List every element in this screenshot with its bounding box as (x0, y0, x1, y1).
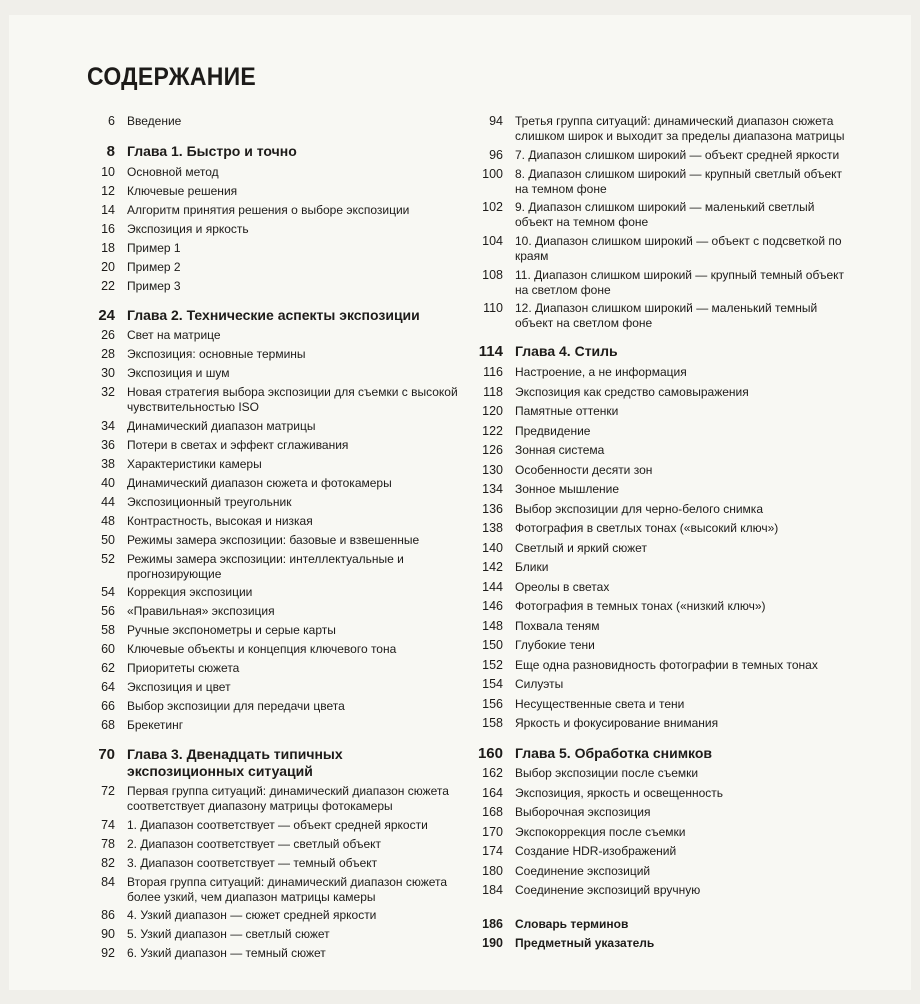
toc-chapter (78, 142, 458, 165)
toc-entry (78, 514, 458, 533)
toc-entry-title: Особенности десяти зон (515, 463, 653, 477)
toc-entry-title: Настроение, а не информация (515, 365, 687, 379)
toc-entry-title: 10. Диапазон слишком широкий — объект с подсветкой по краям (515, 234, 842, 263)
toc-page-number: 62 (101, 661, 115, 675)
toc-page-number: 120 (482, 404, 503, 418)
toc-entry-title: Силуэты (515, 677, 564, 691)
toc-page-number: 38 (101, 457, 115, 471)
toc-entry-title: Новая стратегия выбора экспозиции для съемки с высокой чувствительностью ISO (127, 385, 458, 414)
toc-entry-title: Динамический диапазон сюжета и фотокамеры (127, 476, 392, 490)
toc-page-number: 108 (482, 268, 503, 282)
toc-entry-title: Пример 3 (127, 279, 181, 293)
toc-entry-title: Режимы замера экспозиции: интеллектуальные и прогнозирующие (127, 552, 404, 581)
toc-page-number: 126 (482, 443, 503, 457)
toc-page-number: 186 (482, 917, 503, 931)
toc-entry-title: Вторая группа ситуаций: динамический диапазон сюжета более узкий, чем диапазон матрицы камеры (127, 875, 448, 904)
toc-entry-title: Третья группа ситуаций: динамический диапазон сюжета слишком широк и выходит за пределы диапазона матрицы (515, 114, 845, 143)
toc-page-number: 92 (101, 946, 115, 960)
toc-page-number: 30 (101, 366, 115, 380)
toc-entry-title: Глубокие тени (515, 638, 595, 652)
toc-page-number: 10 (101, 165, 115, 179)
toc-entry-title: Потери в светах и эффект сглаживания (127, 438, 349, 452)
toc-entry (466, 502, 846, 521)
toc-entry (78, 438, 458, 457)
toc-entry-title: Основной метод (127, 165, 219, 179)
toc-entry-title: Коррекция экспозиции (127, 585, 253, 599)
toc-entry (78, 279, 458, 298)
toc-page-number: 114 (478, 343, 503, 360)
toc-chapter (466, 744, 846, 766)
toc-entry-title: Глава 4. Стиль (515, 343, 618, 359)
toc-entry (78, 419, 458, 438)
toc-page-number: 180 (482, 864, 503, 878)
toc-entry (78, 784, 458, 818)
toc-page-number: 12 (101, 184, 115, 198)
toc-page-number: 96 (489, 148, 503, 162)
toc-entry (78, 927, 458, 946)
toc-page-number: 34 (101, 419, 115, 433)
toc-entry-title: Ключевые объекты и концепция ключевого тона (127, 642, 397, 656)
toc-entry (78, 623, 458, 642)
toc-page-number: 84 (101, 875, 115, 889)
toc-entry (78, 222, 458, 241)
toc-entry (78, 718, 458, 737)
toc-entry (466, 463, 846, 482)
toc-page-number: 82 (101, 856, 115, 870)
toc-chapter (466, 342, 846, 365)
toc-page-number: 58 (101, 623, 115, 637)
toc-entry-title: Глава 5. Обработка снимков (515, 745, 713, 761)
toc-entry-title: Характеристики камеры (127, 457, 262, 471)
toc-page-number: 90 (101, 927, 115, 941)
toc-entry (466, 114, 846, 148)
toc-entry-title: Предвидение (515, 424, 591, 438)
toc-page-number: 54 (101, 585, 115, 599)
toc-entry-title: Словарь терминов (515, 917, 629, 931)
toc-entry-title: 8. Диапазон слишком широкий — крупный светлый объект на темном фоне (515, 167, 843, 196)
toc-entry (466, 424, 846, 443)
toc-entry (78, 552, 458, 585)
toc-entry (466, 560, 846, 580)
toc-entry (78, 818, 458, 837)
toc-page-number: 86 (101, 908, 115, 922)
toc-entry (78, 642, 458, 661)
toc-page-number: 148 (482, 619, 503, 633)
toc-page-number: 50 (101, 533, 115, 547)
toc-left-column (78, 114, 458, 965)
toc-entry (78, 347, 458, 366)
toc-page-number: 26 (101, 328, 115, 342)
toc-entry-title: Алгоритм принятия решения о выборе экспозиции (127, 203, 410, 217)
toc-entry (78, 260, 458, 279)
toc-page-number: 116 (483, 365, 503, 379)
toc-entry-title: Выбор экспозиции для черно-белого снимка (515, 502, 763, 516)
toc-entry (466, 541, 846, 560)
toc-page-number: 140 (482, 541, 503, 555)
toc-page-number: 16 (101, 222, 115, 236)
toc-page-number: 36 (101, 438, 115, 452)
toc-entry-title: 3. Диапазон соответствует — темный объект (127, 856, 378, 870)
toc-entry (78, 165, 458, 184)
toc-entry (78, 837, 458, 856)
toc-page-number: 40 (101, 476, 115, 490)
toc-entry-title: Глава 1. Быстро и точно (127, 143, 297, 159)
toc-entry (466, 638, 846, 658)
toc-entry (78, 457, 458, 476)
toc-page-number: 142 (482, 560, 503, 574)
toc-page-number: 20 (101, 260, 115, 274)
toc-page-number: 44 (101, 495, 115, 509)
toc-chapter (78, 306, 458, 328)
toc-entry-title: Брекетинг (127, 718, 184, 732)
toc-page-number: 64 (101, 680, 115, 694)
toc-page-number: 146 (482, 599, 503, 613)
toc-entry-title: Глава 2. Технические аспекты экспозиции (127, 307, 420, 323)
toc-entry (466, 200, 846, 234)
toc-page-number: 170 (482, 825, 503, 839)
toc-entry-title: Первая группа ситуаций: динамический диапазон сюжета соответствует диапазону матрицы фотокамеры (127, 784, 449, 813)
toc-page-number: 160 (477, 745, 503, 762)
toc-entry (466, 766, 846, 786)
toc-entry-title: Экспокоррекция после съемки (515, 825, 686, 839)
toc-entry (78, 366, 458, 385)
toc-page-number: 174 (482, 844, 503, 858)
toc-entry (466, 268, 846, 301)
toc-entry-title: Экспозиция и цвет (127, 680, 231, 694)
toc-page-number: 168 (482, 805, 503, 819)
toc-page-number: 104 (482, 234, 503, 248)
toc-page-number: 154 (482, 677, 503, 691)
toc-entry-title: Ореолы в светах (515, 580, 610, 594)
toc-entry-title: Ручные экспонометры и серые карты (127, 623, 336, 637)
toc-entry-title: Соединение экспозиций (515, 864, 651, 878)
toc-entry-title: Зонная система (515, 443, 605, 457)
toc-page-number: 56 (101, 604, 115, 618)
toc-entry (78, 680, 458, 699)
toc-page-number: 158 (482, 716, 503, 730)
toc-entry (466, 864, 846, 883)
toc-page-number: 22 (101, 279, 115, 293)
toc-entry (78, 604, 458, 623)
toc-page-number: 134 (482, 482, 503, 496)
toc-entry (78, 241, 458, 260)
toc-entry-title: Выборочная экспозиция (515, 805, 651, 819)
toc-entry (78, 699, 458, 718)
toc-entry-title: Еще одна разновидность фотографии в темных тонах (515, 658, 818, 672)
toc-entry (78, 114, 458, 134)
toc-page-number: 152 (482, 658, 503, 672)
toc-entry (466, 385, 846, 404)
toc-entry-title: 11. Диапазон слишком широкий — крупный темный объект на светлом фоне (515, 268, 844, 297)
toc-entry (466, 805, 846, 825)
toc-page-number: 118 (483, 385, 503, 399)
toc-page-number: 14 (101, 203, 115, 217)
toc-page-number: 94 (489, 114, 503, 128)
toc-entry-title: Динамический диапазон матрицы (127, 419, 316, 433)
toc-entry (466, 301, 846, 334)
toc-entry (78, 946, 458, 965)
toc-page-number: 70 (98, 746, 115, 763)
toc-page-number: 8 (106, 143, 115, 160)
toc-entry (466, 404, 846, 424)
toc-entry-title: Глава 3. Двенадцать типичных экспозиционных ситуаций (127, 746, 343, 779)
toc-entry-title: 6. Узкий диапазон — темный сюжет (127, 946, 326, 960)
toc-entry (466, 697, 846, 716)
toc-entry (78, 203, 458, 222)
toc-entry (78, 661, 458, 680)
toc-page-number: 184 (482, 883, 503, 897)
toc-page-number: 162 (482, 766, 503, 780)
toc-entry-title: 4. Узкий диапазон — сюжет средней яркости (127, 908, 377, 922)
toc-entry (466, 599, 846, 619)
toc-entry (78, 908, 458, 927)
toc-page-number: 130 (482, 463, 503, 477)
toc-page-number: 28 (101, 347, 115, 361)
toc-page-number: 74 (101, 818, 115, 832)
toc-entry-title: Предметный указатель (515, 936, 655, 950)
toc-page-number: 72 (101, 784, 115, 798)
toc-entry-title: Режимы замера экспозиции: базовые и взвешенные (127, 533, 420, 547)
toc-entry-title: Пример 1 (127, 241, 181, 255)
toc-entry-title: Выбор экспозиции после съемки (515, 766, 699, 780)
toc-entry (466, 234, 846, 268)
toc-entry-title: Фотография в темных тонах («низкий ключ») (515, 599, 766, 613)
toc-entry (78, 385, 458, 419)
toc-entry-title: Экспозиция как средство самовыражения (515, 385, 749, 399)
toc-entry (466, 917, 846, 936)
toc-entry (466, 825, 846, 844)
toc-page-number: 18 (101, 241, 115, 255)
toc-entry-title: Экспозиция, яркость и освещенность (515, 786, 724, 800)
toc-entry-title: Выбор экспозиции для передачи цвета (127, 699, 345, 713)
toc-entry (78, 585, 458, 604)
toc-page-number: 52 (101, 552, 115, 566)
toc-entry-title: 2. Диапазон соответствует — светлый объект (127, 837, 382, 851)
toc-chapter (78, 745, 458, 784)
toc-entry (78, 476, 458, 495)
toc-entry-title: Соединение экспозиций вручную (515, 883, 701, 897)
toc-page-number: 102 (482, 200, 503, 214)
toc-page-number: 150 (482, 638, 503, 652)
toc-entry (466, 677, 846, 697)
toc-entry-title: Экспозиция: основные термины (127, 347, 306, 361)
toc-entry-title: Контрастность, высокая и низкая (127, 514, 313, 528)
toc-entry-title: Свет на матрице (127, 328, 221, 342)
toc-entry-title: Похвала теням (515, 619, 600, 633)
toc-entry (466, 365, 846, 385)
toc-page-number: 110 (483, 301, 503, 315)
toc-entry (466, 883, 846, 903)
toc-entry (466, 167, 846, 200)
toc-entry-title: Несущественные света и тени (515, 697, 685, 711)
toc-page-number: 136 (482, 502, 503, 516)
toc-entry (78, 533, 458, 552)
toc-entry (466, 443, 846, 463)
toc-entry (466, 658, 846, 677)
toc-entry-title: 7. Диапазон слишком широкий — объект средней яркости (515, 148, 840, 162)
toc-page-number: 68 (101, 718, 115, 732)
toc-page-number: 32 (101, 385, 115, 399)
toc-entry-title: Светлый и яркий сюжет (515, 541, 647, 555)
toc-page-number: 190 (482, 936, 503, 950)
toc-page-number: 60 (101, 642, 115, 656)
toc-entry (78, 328, 458, 347)
toc-entry-title: Приоритеты сюжета (127, 661, 240, 675)
toc-entry (78, 184, 458, 203)
toc-page-number: 100 (482, 167, 503, 181)
toc-entry (466, 580, 846, 599)
toc-entry-title: Зонное мышление (515, 482, 620, 496)
toc-entry (466, 844, 846, 864)
toc-page-number: 24 (98, 307, 115, 324)
toc-entry (466, 482, 846, 502)
toc-entry-title: 1. Диапазон соответствует — объект средней яркости (127, 818, 428, 832)
toc-page-number: 138 (482, 521, 503, 535)
toc-page-number: 164 (482, 786, 503, 800)
toc-entry-title: Яркость и фокусирование внимания (515, 716, 719, 730)
toc-entry-title: 5. Узкий диапазон — светлый сюжет (127, 927, 330, 941)
toc-entry-title: Введение (127, 114, 182, 128)
toc-entry (466, 148, 846, 167)
toc-entry-title: Пример 2 (127, 260, 181, 274)
toc-entry-title: 12. Диапазон слишком широкий — маленький темный объект на светлом фоне (515, 301, 818, 330)
toc-page-number: 66 (101, 699, 115, 713)
toc-page-number: 48 (101, 514, 115, 528)
toc-page-number: 144 (482, 580, 503, 594)
toc-entry-title: «Правильная» экспозиция (127, 604, 275, 618)
page-title: СОДЕРЖАНИЕ (87, 63, 257, 91)
toc-entry (466, 786, 846, 805)
toc-entry-title: Экспозиция и яркость (127, 222, 249, 236)
toc-entry (466, 619, 846, 638)
toc-entry-title: Экспозиция и шум (127, 366, 230, 380)
toc-entry-title: Блики (515, 560, 549, 574)
toc-entry-title: 9. Диапазон слишком широкий — маленький светлый объект на темном фоне (515, 200, 815, 229)
toc-entry-title: Памятные оттенки (515, 404, 619, 418)
toc-page-number: 122 (482, 424, 503, 438)
toc-entry (78, 495, 458, 514)
toc-page-number: 78 (101, 837, 115, 851)
toc-entry-title: Ключевые решения (127, 184, 238, 198)
toc-page-number: 156 (482, 697, 503, 711)
toc-entry-title: Экспозиционный треугольник (127, 495, 292, 509)
toc-right-column (466, 114, 846, 955)
toc-entry (466, 716, 846, 736)
toc-entry (466, 936, 846, 955)
toc-page-number: 6 (108, 114, 115, 128)
toc-entry-title: Создание HDR-изображений (515, 844, 677, 858)
toc-entry (78, 875, 458, 908)
toc-entry (466, 521, 846, 541)
toc-entry-title: Фотография в светлых тонах («высокий ключ») (515, 521, 779, 535)
toc-entry (78, 856, 458, 875)
